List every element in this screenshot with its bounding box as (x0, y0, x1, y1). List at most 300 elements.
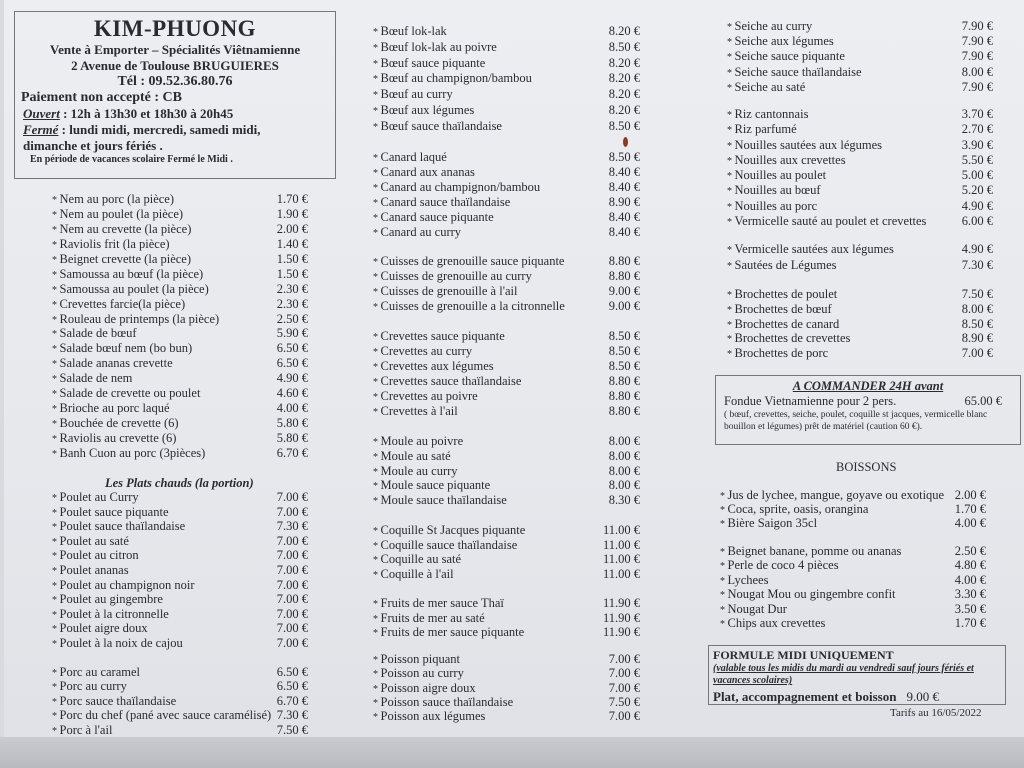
menu-item-price: 8.00 € (961, 301, 993, 316)
menu-item (52, 621, 308, 636)
menu-item-name: * Perle de coco 4 pièces (720, 558, 839, 574)
payment-note: Paiement non accepté : CB (21, 90, 182, 105)
menu-item-price: 8.50 € (608, 150, 640, 164)
menu-item (373, 596, 640, 611)
menu-item-price: 7.50 € (961, 287, 993, 301)
pork-list (52, 665, 308, 737)
menu-item-name: * Nouilles aux crevettes (727, 153, 846, 169)
open-label: Ouvert (23, 106, 60, 121)
menu-item-name: * Vermicelle sautées aux légumes (727, 242, 894, 259)
menu-item-name: * Cuisses de grenouille à l'ail (373, 284, 517, 300)
menu-item-price: 8.50 € (608, 118, 640, 133)
menu-item-price: 7.90 € (961, 49, 993, 64)
menu-item-price: 8.40 € (608, 210, 640, 224)
menu-item-price: 11.00 € (602, 567, 640, 582)
duck-list (373, 150, 640, 240)
menu-item-price: 6.50 € (276, 665, 308, 679)
menu-item (373, 40, 640, 56)
menu-item-name: * Sautées de Légumes (727, 258, 837, 275)
menu-item (727, 65, 993, 80)
menu-item-name: * Moule au curry (373, 464, 458, 481)
menu-item-price: 3.70 € (961, 107, 993, 121)
fondue-item: Fondue Vietnamienne pour 2 pers. (724, 394, 897, 408)
menu-item-price: 7.00 € (276, 504, 308, 519)
menu-item (720, 602, 986, 616)
menu-item-name: * Poulet au champignon noir (52, 578, 195, 595)
formula-offer: Plat, accompagnement et boisson (713, 689, 897, 704)
menu-item (720, 558, 986, 572)
rice-noodles-list (727, 107, 993, 229)
menu-item-name: * Nouilles sautées aux légumes (727, 138, 882, 154)
menu-item (373, 374, 640, 389)
stain-mark (623, 137, 628, 147)
menu-item-name: * Moule au saté (373, 449, 451, 466)
menu-item-price: 8.90 € (961, 331, 993, 346)
menu-item (373, 695, 640, 709)
menu-item-price: 7.90 € (961, 19, 993, 33)
formula-conditions: (valable tous les midis du mardi au vendredi sauf jours fériés et vacances scolaires) (713, 663, 974, 686)
menu-item (373, 652, 640, 666)
menu-item-price: 7.00 € (608, 709, 640, 723)
menu-item-name: * Riz parfumé (727, 122, 797, 138)
menu-item-name: * Poulet au Curry (52, 490, 139, 507)
menu-item-name: * Bouchée de crevette (6) (52, 416, 179, 433)
menu-item-name: * Seiche aux légumes (727, 34, 834, 50)
menu-item (52, 371, 308, 386)
menu-item-name: * Nem au poulet (la pièce) (52, 207, 183, 224)
menu-item-name: * Poisson aigre doux (373, 681, 476, 697)
order-ahead-title: A COMMANDER 24H avant (792, 379, 944, 393)
frog-legs-list (373, 254, 640, 314)
menu-item (727, 153, 993, 168)
phone: Tél : 09.52.36.80.76 (117, 74, 233, 89)
menu-item-price: 11.90 € (602, 610, 640, 625)
menu-item (52, 519, 308, 534)
menu-item-price: 5.90 € (276, 326, 308, 341)
menu-item-name: * Nougat Mou ou gingembre confit (720, 587, 896, 603)
menu-item-name: * Poulet ananas (52, 563, 129, 580)
menu-item (52, 665, 308, 679)
menu-item-price: 6.50 € (276, 356, 308, 371)
menu-item-name: * Bœuf au champignon/bambou (373, 71, 532, 88)
menu-item (52, 237, 308, 252)
menu-item-name: * Crevettes farcie(la pièce) (52, 297, 185, 314)
menu-item (373, 299, 640, 314)
menu-item (52, 694, 308, 708)
menu-item-price: 8.90 € (608, 195, 640, 209)
menu-item-name: * Bœuf lok-lak (373, 24, 447, 41)
menu-item-price: 8.50 € (608, 359, 640, 373)
menu-item (373, 284, 640, 299)
open-hours: : 12h à 13h30 et 18h30 à 20h45 (59, 106, 234, 121)
menu-item (52, 282, 308, 297)
menu-item-name: * Bœuf sauce thaïlandaise (373, 119, 502, 136)
menu-item-price: 7.50 € (608, 694, 640, 709)
menu-item (373, 389, 640, 404)
menu-item (373, 523, 640, 538)
menu-item (727, 80, 993, 95)
menu-item (373, 24, 640, 40)
menu-item-price: 1.70 € (954, 615, 986, 630)
menu-item (373, 552, 640, 567)
menu-item (727, 183, 993, 198)
starters-list (52, 192, 308, 461)
menu-item-price: 6.70 € (276, 445, 308, 460)
menu-item-price: 8.20 € (608, 24, 640, 38)
menu-item-price: 8.80 € (608, 389, 640, 403)
menu-item-name: * Crevettes sauce piquante (373, 329, 505, 345)
menu-item-price: 8.00 € (961, 64, 993, 79)
menu-item (727, 138, 993, 153)
menu-item-name: * Porc au caramel (52, 665, 140, 681)
menu-item-name: * Brochettes de canard (727, 317, 839, 334)
menu-item-price: 3.90 € (961, 137, 993, 152)
desserts-list (720, 544, 986, 630)
menu-item-price: 4.60 € (276, 386, 308, 401)
menu-item-name: * Poulet aigre doux (52, 621, 148, 638)
menu-item-price: 9.00 € (608, 284, 640, 298)
menu-item-price: 8.80 € (608, 404, 640, 418)
fish-list (373, 652, 640, 723)
menu-item-price: 7.00 € (276, 490, 308, 504)
menu-item-name: * Crevettes à l'ail (373, 404, 458, 420)
menu-item (373, 464, 640, 479)
menu-item-price: 8.20 € (608, 55, 640, 70)
menu-item-name: * Chips aux crevettes (720, 616, 825, 632)
menu-item-price: 7.00 € (608, 652, 640, 666)
holiday-note: En période de vacances scolaire Fermé le Midi . (30, 154, 233, 165)
menu-item-name: * Coca, sprite, oasis, orangina (720, 502, 868, 518)
prices-date: Tarifs au 16/05/2022 (890, 707, 982, 719)
menu-item-price: 1.90 € (276, 206, 308, 221)
menu-item-price: 11.90 € (602, 596, 640, 610)
menu-item-name: * Cuisses de grenouille sauce piquante (373, 254, 564, 270)
menu-item-price: 7.00 € (608, 680, 640, 695)
menu-item-price: 6.00 € (961, 214, 993, 229)
menu-item-price: 1.50 € (276, 266, 308, 281)
menu-item-name: * Bière Saigon 35cl (720, 516, 817, 532)
closed-days-2: dimanche et jours fériés . (23, 138, 163, 153)
menu-item-name: * Fruits de mer sauce piquante (373, 625, 524, 642)
menu-item-name: * Crevettes aux légumes (373, 359, 494, 375)
menu-item-name: * Brioche au porc laqué (52, 401, 170, 418)
menu-item-price: 8.40 € (608, 180, 640, 194)
menu-item (373, 493, 640, 508)
menu-item-price: 6.50 € (276, 341, 308, 356)
menu-item-name: * Nem au porc (la pièce) (52, 192, 174, 209)
menu-item-name: * Seiche au saté (727, 80, 805, 96)
menu-item-price: 8.30 € (608, 493, 640, 507)
menu-item-name: * Crevettes sauce thaïlandaise (373, 374, 521, 390)
menu-item-name: * Poulet au saté (52, 534, 129, 551)
menu-item (373, 709, 640, 723)
menu-item-name: * Canard aux ananas (373, 165, 475, 181)
menu-item (373, 165, 640, 180)
menu-item (52, 416, 308, 431)
menu-item-name: * Poulet sauce thaïlandaise (52, 519, 185, 536)
menu-item (52, 563, 308, 578)
menu-item-price: 8.00 € (608, 448, 640, 463)
menu-item-name: * Salade de nem (52, 371, 132, 388)
menu-item (52, 401, 308, 416)
menu-item-price: 4.90 € (276, 371, 308, 386)
formula-price: 9.00 € (906, 689, 939, 704)
menu-item-price: 8.00 € (608, 434, 640, 448)
menu-item-price: 7.00 € (276, 548, 308, 563)
lunch-formula-box (708, 645, 1006, 705)
menu-item-name: * Bœuf aux légumes (373, 103, 474, 120)
menu-item (373, 344, 640, 359)
menu-item-price: 11.00 € (602, 552, 640, 567)
closed-days: : lundi midi, mercredi, samedi midi, (58, 122, 261, 137)
menu-item-name: * Nouilles au porc (727, 199, 817, 215)
menu-item (720, 616, 986, 630)
menu-item (727, 302, 993, 317)
menu-item (373, 329, 640, 344)
menu-item-price: 8.50 € (961, 316, 993, 331)
menu-item (52, 341, 308, 356)
menu-item-name: * Raviolis au crevette (6) (52, 431, 176, 448)
menu-item (727, 317, 993, 332)
menu-item-price: 7.00 € (608, 666, 640, 681)
menu-item (52, 490, 308, 505)
menu-item (727, 34, 993, 49)
menu-item-price: 8.80 € (608, 374, 640, 388)
menu-item (727, 122, 993, 137)
menu-item-name: * Nouilles au bœuf (727, 183, 821, 199)
menu-item (373, 210, 640, 225)
menu-item-price: 7.00 € (276, 621, 308, 636)
menu-item-price: 7.30 € (276, 708, 308, 723)
menu-item (727, 258, 993, 274)
menu-item (727, 346, 993, 361)
menu-item-name: * Canard sauce thaïlandaise (373, 195, 510, 211)
menu-item-price: 7.00 € (276, 533, 308, 548)
menu-item (727, 287, 993, 302)
seafood-list (373, 596, 640, 640)
address: 2 Avenue de Toulouse BRUGUIERES (71, 58, 279, 73)
menu-item-name: * Brochettes de porc (727, 346, 828, 363)
menu-item-name: * Canard laqué (373, 150, 447, 166)
mussel-list (373, 434, 640, 508)
menu-item (727, 214, 993, 229)
menu-item-name: * Crevettes au curry (373, 344, 472, 360)
menu-item-price: 2.30 € (276, 296, 308, 311)
menu-item (373, 611, 640, 626)
menu-item-name: * Seiche sauce piquante (727, 49, 845, 65)
menu-item-price: 5.50 € (961, 152, 993, 167)
menu-item-name: * Seiche sauce thaïlandaise (727, 65, 862, 81)
menu-item-name: * Brochettes de bœuf (727, 302, 832, 319)
menu-item (52, 636, 308, 651)
menu-item-name: * Bœuf au curry (373, 87, 453, 104)
drinks-heading: BOISSONS (836, 460, 897, 474)
menu-item-price: 4.00 € (276, 401, 308, 416)
menu-item (52, 578, 308, 593)
order-ahead-box (715, 375, 1021, 445)
menu-item-name: * Jus de lychee, mangue, goyave ou exotique (720, 488, 944, 504)
menu-item (727, 107, 993, 122)
menu-item-name: * Beignet crevette (la pièce) (52, 252, 191, 269)
scallop-list (373, 523, 640, 582)
menu-item-name: * Canard sauce piquante (373, 210, 494, 226)
menu-item-price: 5.00 € (961, 168, 993, 183)
menu-item (373, 103, 640, 119)
menu-item (52, 222, 308, 237)
restaurant-name: KIM-PHUONG (93, 16, 257, 41)
menu-item (727, 168, 993, 183)
menu-item (52, 252, 308, 267)
menu-item-price: 3.50 € (954, 601, 986, 616)
menu-item (373, 404, 640, 419)
menu-item-price: 2.30 € (276, 281, 308, 296)
menu-item (373, 56, 640, 72)
menu-item (373, 359, 640, 374)
menu-item-price: 8.40 € (608, 225, 640, 239)
menu-item (52, 534, 308, 549)
menu-item-name: * Lychees (720, 573, 768, 589)
menu-item (373, 567, 640, 582)
menu-item-price: 5.20 € (961, 183, 993, 198)
closed-label: Fermé (23, 122, 59, 137)
menu-item-price: 8.00 € (608, 463, 640, 478)
formula-title: FORMULE MIDI UNIQUEMENT (713, 648, 894, 662)
menu-item-name: * Bœuf lok-lak au poivre (373, 40, 497, 57)
menu-item-price: 7.00 € (961, 346, 993, 361)
menu-item-name: * Riz cantonnais (727, 107, 808, 123)
menu-item-price: 6.50 € (276, 679, 308, 694)
menu-item-price: 8.20 € (608, 71, 640, 86)
menu-item-price: 4.00 € (954, 572, 986, 587)
menu-item-price: 5.80 € (276, 416, 308, 431)
menu-item (727, 19, 993, 34)
vermicelli-list (727, 242, 993, 273)
menu-item-price: 4.90 € (961, 242, 993, 256)
menu-item-name: * Beignet banane, pomme ou ananas (720, 544, 901, 560)
menu-item (720, 544, 986, 558)
menu-item-name: * Coquille au saté (373, 552, 461, 569)
menu-item-name: * Salade bœuf nem (bo bun) (52, 341, 192, 358)
chicken-list (52, 490, 308, 651)
menu-item-price: 1.40 € (276, 236, 308, 251)
menu-item-name: * Nougat Dur (720, 602, 787, 618)
menu-item (727, 242, 993, 258)
menu-item (52, 592, 308, 607)
menu-item-price: 8.50 € (608, 39, 640, 54)
menu-item-name: * Vermicelle sauté au poulet et crevettes (727, 214, 926, 230)
menu-item (373, 254, 640, 269)
menu-item-name: * Fruits de mer sauce Thaï (373, 596, 504, 613)
menu-item-name: * Crevettes au poivre (373, 389, 478, 405)
menu-item (52, 312, 308, 327)
menu-item-name: * Salade ananas crevette (52, 356, 173, 373)
menu-item-price: 7.00 € (276, 635, 308, 650)
menu-item (727, 199, 993, 214)
menu-item-price: 4.00 € (954, 516, 986, 530)
menu-item (52, 192, 308, 207)
menu-item-name: * Cuisses de grenouille au curry (373, 269, 532, 285)
menu-item-price: 2.00 € (954, 488, 986, 502)
menu-item-price: 7.30 € (276, 519, 308, 534)
menu-item-price: 8.40 € (608, 165, 640, 179)
menu-item-name: * Brochettes de crevettes (727, 331, 850, 348)
menu-item-name: * Porc du chef (pané avec sauce caramélisé) (52, 708, 271, 724)
background-below-menu (0, 737, 1024, 768)
menu-item-name: * Samoussa au poulet (la pièce) (52, 282, 209, 299)
menu-item (373, 225, 640, 240)
beef-list (373, 24, 640, 135)
menu-item-name: * Moule au poivre (373, 434, 463, 451)
menu-item-name: * Coquille à l'ail (373, 567, 454, 584)
menu-item (373, 180, 640, 195)
menu-item (720, 516, 986, 530)
restaurant-header (14, 11, 336, 179)
menu-item (52, 297, 308, 312)
menu-item-name: * Rouleau de printemps (la pièce) (52, 312, 219, 329)
menu-item (52, 723, 308, 737)
menu-item-name: * Fruits de mer au saté (373, 611, 485, 628)
menu-item (52, 446, 308, 461)
menu-item-price: 7.00 € (276, 592, 308, 607)
menu-item-name: * Cuisses de grenouille a la citronnelle (373, 299, 565, 315)
menu-item-name: * Poulet sauce piquante (52, 505, 169, 522)
menu-item-price: 7.00 € (276, 606, 308, 621)
menu-item (373, 150, 640, 165)
menu-item-name: * Samoussa au bœuf (la pièce) (52, 267, 203, 284)
menu-item-price: 7.50 € (276, 722, 308, 737)
menu-item-name: * Poulet à la noix de cajou (52, 636, 183, 653)
menu-item-name: * Brochettes de poulet (727, 287, 837, 304)
menu-item-price: 1.50 € (276, 251, 308, 266)
menu-item-name: * Moule sauce thaïlandaise (373, 493, 507, 510)
shrimp-list (373, 329, 640, 419)
menu-item-price: 8.80 € (608, 254, 640, 268)
menu-item-price: 2.70 € (961, 122, 993, 137)
menu-item (373, 666, 640, 680)
menu-item-price: 8.20 € (608, 87, 640, 102)
menu-item-name: * Poulet à la citronnelle (52, 607, 169, 624)
menu-item-price: 7.30 € (961, 257, 993, 272)
menu-item-name: * Poisson piquant (373, 652, 460, 668)
menu-item-price: 1.70 € (276, 192, 308, 206)
menu-item (373, 269, 640, 284)
adjacent-sheet-edge (0, 0, 4, 737)
menu-item (52, 679, 308, 693)
menu-item (373, 195, 640, 210)
fondue-price: 65.00 € (964, 394, 1002, 408)
menu-item-price: 4.90 € (961, 198, 993, 213)
menu-item-name: * Poisson aux légumes (373, 709, 485, 725)
menu-item (720, 502, 986, 516)
menu-item (720, 587, 986, 601)
fondue-details: ( bœuf, crevettes, seiche, poulet, coquille st jacques, vermicelle blanc bouillon et légumes) prêt de matériel (caution 60 €). (724, 410, 988, 432)
menu-item (52, 505, 308, 520)
menu-item-price: 2.50 € (954, 544, 986, 558)
menu-item-name: * Nem au crevette (la pièce) (52, 222, 191, 239)
menu-item (52, 607, 308, 622)
menu-item-price: 5.80 € (276, 431, 308, 445)
menu-item-name: * Poisson sauce thaïlandaise (373, 695, 513, 711)
menu-item-name: * Banh Cuon au porc (3pièces) (52, 446, 205, 463)
menu-item (373, 87, 640, 103)
menu-item-price: 2.00 € (276, 221, 308, 236)
menu-item (373, 478, 640, 493)
menu-item (373, 119, 640, 135)
menu-item-price: 8.00 € (608, 478, 640, 493)
menu-item (373, 434, 640, 449)
menu-item (52, 267, 308, 282)
menu-item (52, 207, 308, 222)
